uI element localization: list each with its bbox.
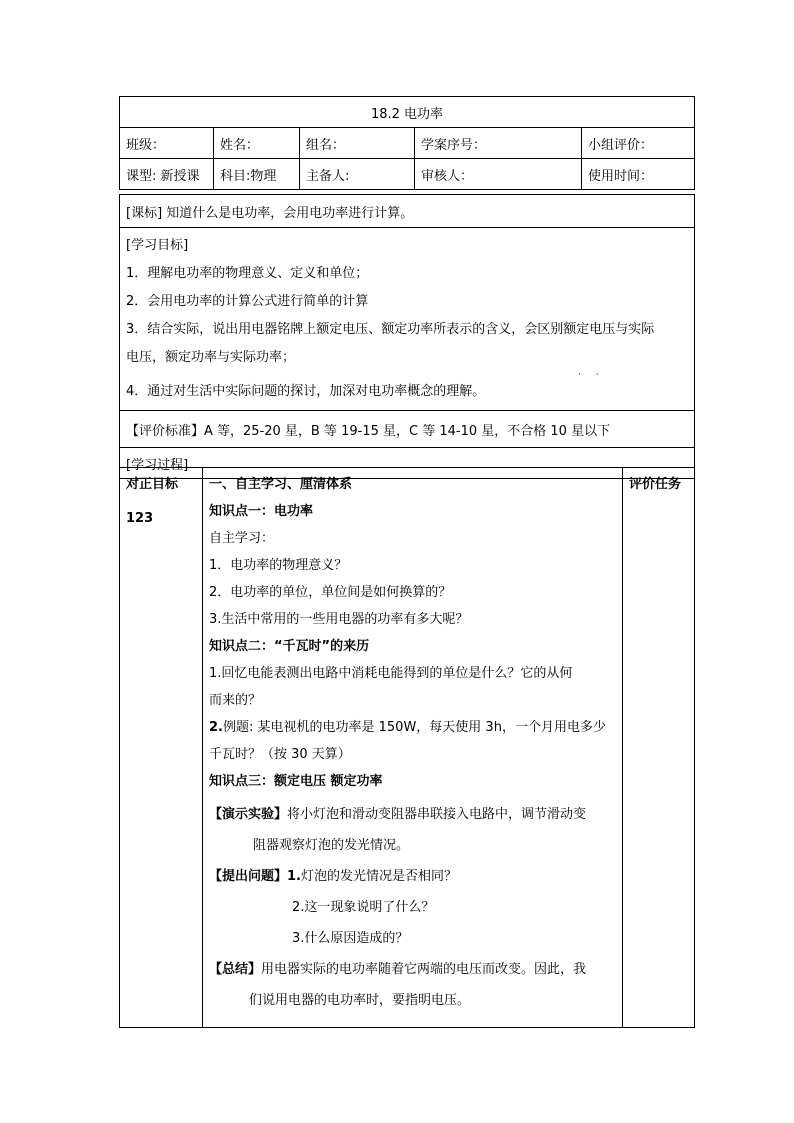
question-item-cont: 而来的？ (209, 693, 262, 708)
knowledge-point-3: 知识点三：额定电压 额定功率 (209, 774, 383, 789)
summary-text: 用电器实际的电功率随着它两端的电压而改变。因此，我 (261, 962, 587, 977)
example-item-cont: 千瓦时？（按 30 天算） (209, 747, 351, 762)
self-study-label: 自主学习： (209, 531, 275, 546)
demo-experiment (209, 799, 616, 830)
goal-item: 2．会用电功率的计算公式进行简单的计算 (126, 294, 369, 309)
raise-question-label: 【提出问题】 (209, 869, 288, 884)
demo-text-cont: 阻器观察灯泡的发光情况。 (253, 838, 410, 853)
demo-label: 【演示实验】 (209, 807, 288, 822)
example-number: 2. (209, 720, 223, 735)
evaluation-standard: 【评价标准】A 等，25-20 星，B 等 19-15 星，C 等 14-10 星，不合格 10 星以下 (120, 411, 695, 448)
subject-field: 科目:物理 (214, 159, 300, 190)
summary (209, 954, 616, 985)
page-title: 18.2 电功率 (120, 97, 695, 128)
goal-item: 1．理解电功率的物理意义、定义和单位； (126, 266, 369, 281)
raise-question-text: 灯泡的发光情况是否相同？ (301, 869, 458, 884)
knowledge-point-2: 知识点二：“千瓦时”的来历 (209, 639, 370, 654)
name-field: 姓名： (214, 128, 300, 159)
summary-text-cont: 们说用电器的电功率时，要指明电压。 (249, 993, 471, 1008)
question-item: 2．电功率的单位，单位间是如何换算的？ (209, 585, 452, 600)
process-content (203, 468, 623, 1028)
class-field: 班级： (120, 128, 214, 159)
knowledge-point-1: 知识点一：电功率 (209, 504, 314, 519)
learning-goals-heading: [学习目标] (126, 238, 189, 253)
raise-question-number: 1. (287, 869, 301, 884)
target-value: 123 (126, 511, 154, 526)
raise-question-item: 3.什么原因造成的？ (292, 931, 409, 946)
learning-process-heading: [学习过程] (120, 448, 695, 479)
reviewer-field: 审核人： (415, 159, 582, 190)
learning-goals-cell (120, 228, 695, 411)
raise-question-item: 2.这一现象说明了什么？ (292, 900, 435, 915)
group-evaluation-field: 小组评价： (582, 128, 695, 159)
use-time-field: 使用时间： (582, 159, 695, 190)
goal-item: 4．通过对生活中实际问题的探讨，加深对电功率概念的理解。 (126, 384, 486, 399)
summary-label: 【总结】 (209, 962, 262, 977)
case-number-field: 学案序号： (415, 128, 582, 159)
demo-text: 将小灯泡和滑动变阻器串联接入电路中，调节滑动变 (287, 807, 587, 822)
section-heading: 一、自主学习、厘清体系 (209, 477, 353, 492)
emphasis-marks: · · (578, 370, 605, 380)
target-column (120, 468, 203, 1028)
evaluation-task-title: 评价任务 (629, 477, 682, 492)
process-table (119, 467, 695, 1028)
goals-table (119, 194, 695, 479)
raise-question (209, 861, 616, 892)
question-item: 3.生活中常用的一些用电器的功率有多大呢？ (209, 612, 469, 627)
question-item: 1．电功率的物理意义？ (209, 558, 348, 573)
group-field: 组名： (300, 128, 415, 159)
header-table (119, 96, 695, 190)
preparer-field: 主备人: (300, 159, 415, 190)
goal-item: 电压，额定功率与实际功率； (126, 350, 296, 365)
example-text: 例题: 某电视机的电功率是 150W，每天使用 3h，一个月用电多少 (222, 720, 606, 735)
evaluation-task-column (623, 468, 695, 1028)
goal-item: 3．结合实际，说出用电器铭牌上额定电压、额定功率所表示的含义，会区别额定电压与实际 (126, 322, 655, 337)
lesson-type-field: 课型: 新授课 (120, 159, 214, 190)
question-item: 1.回忆电能表测出电路中消耗电能得到的单位是什么？它的从何 (209, 666, 573, 681)
target-title: 对正目标 (126, 477, 179, 492)
example-item (209, 714, 616, 741)
curriculum-standard: [课标] 知道什么是电功率，会用电功率进行计算。 (120, 195, 695, 228)
